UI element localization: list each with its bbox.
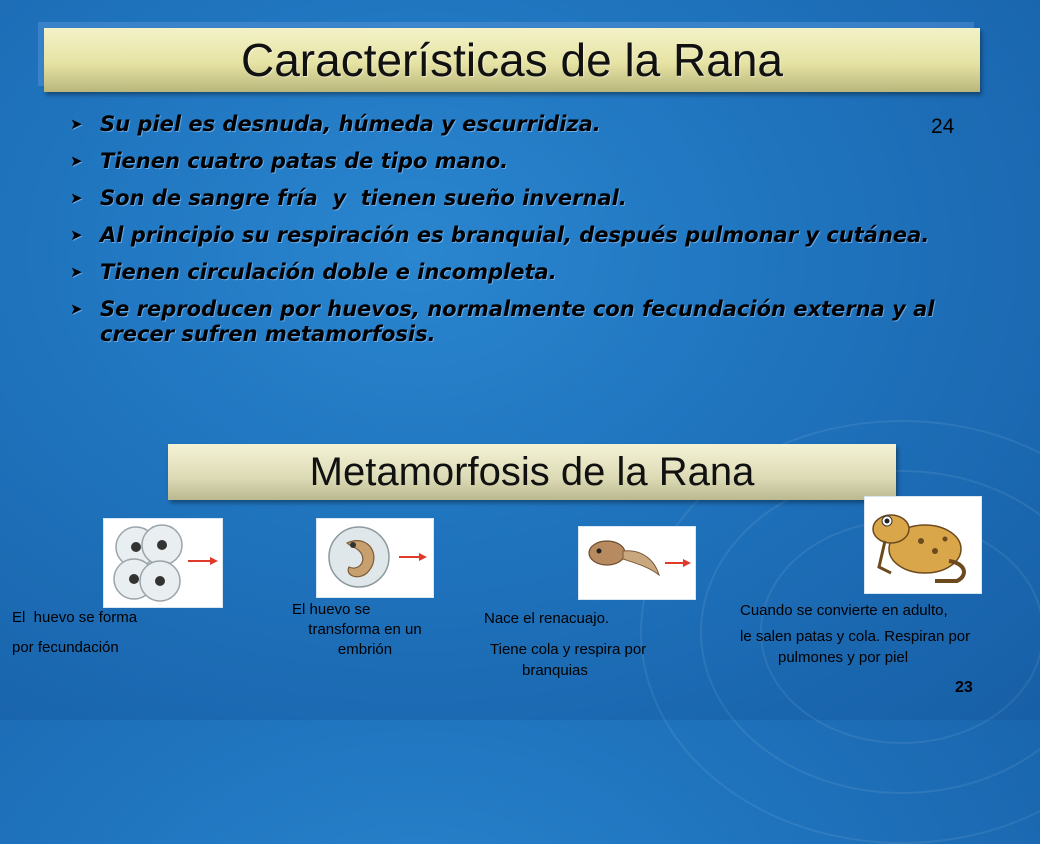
bullet-text: Su piel es desnuda, húmeda y escurridiza. <box>100 112 601 136</box>
arrow-bullet-icon: ➤ <box>70 263 83 281</box>
egg-caption-line: El huevo se forma <box>12 609 138 626</box>
egg-stage-image <box>103 518 223 608</box>
bullet-text: Son de sangre fría y tienen sueño invernal. <box>100 186 627 210</box>
bullet-text: Al principio su respiración es branquial, después pulmonar y cutánea. <box>100 223 930 247</box>
bullet-text: Tienen cuatro patas de tipo mano. <box>100 149 509 173</box>
embryo-caption-line: embrión <box>337 641 393 658</box>
bullet-text: Tienen circulación doble e incompleta. <box>100 260 557 284</box>
bullet-item <box>72 112 992 137</box>
characteristics-list <box>72 112 992 357</box>
embryo-caption-line: El huevo se <box>292 601 371 618</box>
bullet-item <box>72 223 992 248</box>
tadpole-stage-image <box>578 526 696 600</box>
arrow-bullet-icon: ➤ <box>70 115 83 133</box>
adult-caption-line: le salen patas y cola. Respiran por <box>740 628 971 645</box>
arrow-bullet-icon: ➤ <box>70 152 83 170</box>
slide-title: Características de la Rana <box>240 34 784 86</box>
subtitle-text: Metamorfosis de la Rana <box>309 449 755 494</box>
tadpole-caption <box>484 608 694 681</box>
arrow-bullet-icon: ➤ <box>70 226 83 244</box>
arrow-bullet-icon: ➤ <box>70 189 83 207</box>
adult-caption-line: pulmones y por piel <box>778 649 909 666</box>
tadpole-caption-line: Tiene cola y respira por <box>490 641 647 658</box>
adult-caption-line: Cuando se convierte en adulto, <box>740 602 948 619</box>
slide-number-top: 24 <box>931 115 955 138</box>
bullet-text: Se reproducen por huevos, normalmente con fecundación externa y al crecer sufren metamorfosis. <box>100 297 935 346</box>
embryo-stage-image <box>316 518 434 598</box>
title-banner <box>44 28 980 92</box>
bullet-item <box>72 260 992 285</box>
bullet-item <box>72 297 992 347</box>
adult-frog-image <box>864 496 982 594</box>
bullet-item <box>72 149 992 174</box>
embryo-caption <box>280 600 450 660</box>
tadpole-caption-line: branquias <box>522 662 588 679</box>
egg-caption <box>12 607 137 659</box>
subtitle-banner <box>168 444 896 500</box>
embryo-caption-line: transforma en un <box>308 621 422 638</box>
adult-caption <box>736 600 1032 668</box>
egg-caption-line: por fecundación <box>12 639 119 656</box>
page-number: 23 <box>955 679 973 696</box>
bullet-item <box>72 186 992 211</box>
tadpole-caption-line: Nace el renacuajo. <box>484 610 610 627</box>
arrow-bullet-icon: ➤ <box>70 300 83 318</box>
